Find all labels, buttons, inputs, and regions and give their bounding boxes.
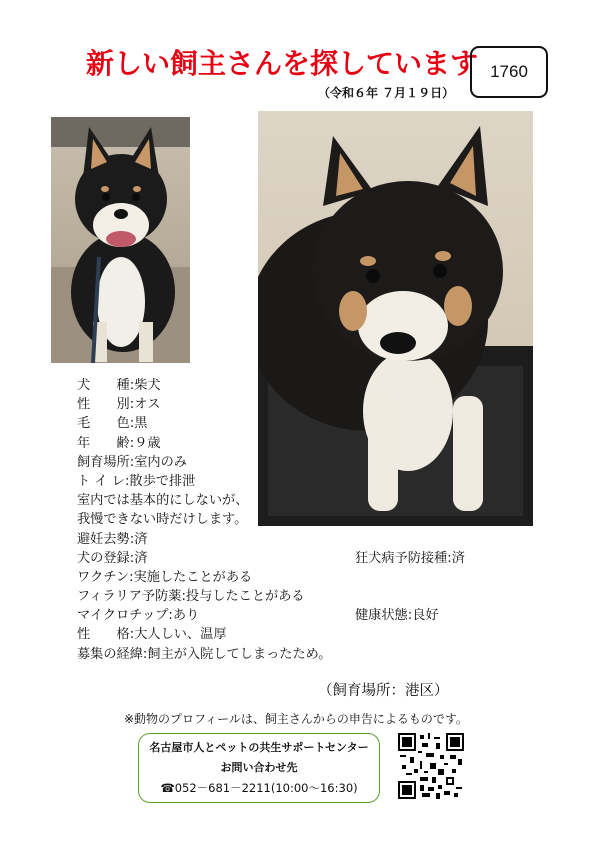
dog-photo-standing	[51, 117, 190, 363]
toilet-label: ト イ レ:	[77, 473, 130, 489]
toilet-note-2: 我慢できない時だけします。	[77, 512, 248, 528]
profile-note: ※動物のプロフィールは、飼主さんからの申告によるものです。	[124, 712, 468, 726]
personality-label: 性 格:	[77, 627, 135, 643]
breed-label: 犬 種:	[77, 378, 135, 393]
sex-label: 性 別:	[77, 397, 135, 413]
microchip-value: あり	[172, 608, 200, 624]
profile-rabies	[355, 549, 465, 568]
profile-registration	[77, 549, 547, 568]
place-value: 室内のみ	[134, 454, 187, 470]
profile-list	[77, 376, 547, 664]
rabies-label: 狂犬病予防接種:	[355, 550, 452, 566]
color-label: 毛 色:	[77, 416, 135, 432]
profile-neuter	[77, 530, 547, 549]
publish-date: （令和６年 ７月１９日）	[318, 86, 455, 100]
profile-filaria	[77, 587, 547, 606]
profile-toilet	[77, 472, 547, 491]
vaccine-label: ワクチン:	[77, 569, 134, 585]
age-value: ９歳	[134, 435, 161, 451]
profile-age	[77, 434, 547, 453]
contact-inquiry: お問い合わせ先	[220, 761, 298, 774]
place-label: 飼育場所:	[77, 454, 135, 470]
health-value: 良好	[412, 608, 439, 624]
personality-value: 大人しい、温厚	[134, 627, 227, 643]
profile-personality	[77, 625, 547, 644]
microchip-label: マイクロチップ:	[77, 608, 173, 624]
breed-value: 柴犬	[134, 378, 161, 393]
toilet-value: 散歩で排泄	[129, 473, 196, 489]
profile-breed	[77, 376, 547, 395]
toilet-note-1: 室内では基本的にしないが、	[77, 493, 249, 509]
filaria-label: フィラリア予防薬:	[77, 589, 186, 605]
neuter-value: 済	[134, 531, 148, 547]
contact-phone: ☎052－681－2211(10:00～16:30)	[160, 781, 358, 795]
profile-place	[77, 453, 547, 472]
qr-code-icon	[398, 733, 464, 799]
id-number-box: 1760	[470, 46, 548, 98]
health-label: 健康状態:	[355, 608, 413, 624]
sex-value: オス	[134, 397, 161, 413]
profile-vaccine	[77, 568, 547, 587]
profile-reason	[77, 645, 547, 664]
registration-label: 犬の登録:	[77, 550, 135, 566]
rabies-value: 済	[451, 550, 465, 566]
profile-microchip	[77, 606, 547, 625]
vaccine-value: 実施したことがある	[133, 569, 253, 585]
contact-box	[138, 733, 380, 803]
page-title: 新しい飼主さんを探しています	[86, 47, 479, 80]
contact-org: 名古屋市人とペットの共生サポートセンター	[149, 741, 369, 754]
profile-health	[355, 606, 439, 625]
color-value: 黒	[134, 416, 148, 432]
location: （飼育場所：港区）	[318, 683, 449, 699]
neuter-label: 避妊去勢:	[77, 531, 135, 547]
profile-sex	[77, 395, 547, 414]
reason-label: 募集の経緯:	[77, 646, 148, 662]
filaria-value: 投与したことがある	[185, 589, 305, 605]
reason-value: 飼主が入院してしまったため。	[147, 646, 332, 662]
profile-color	[77, 414, 547, 433]
registration-value: 済	[134, 550, 148, 566]
age-label: 年 齢:	[77, 435, 135, 451]
